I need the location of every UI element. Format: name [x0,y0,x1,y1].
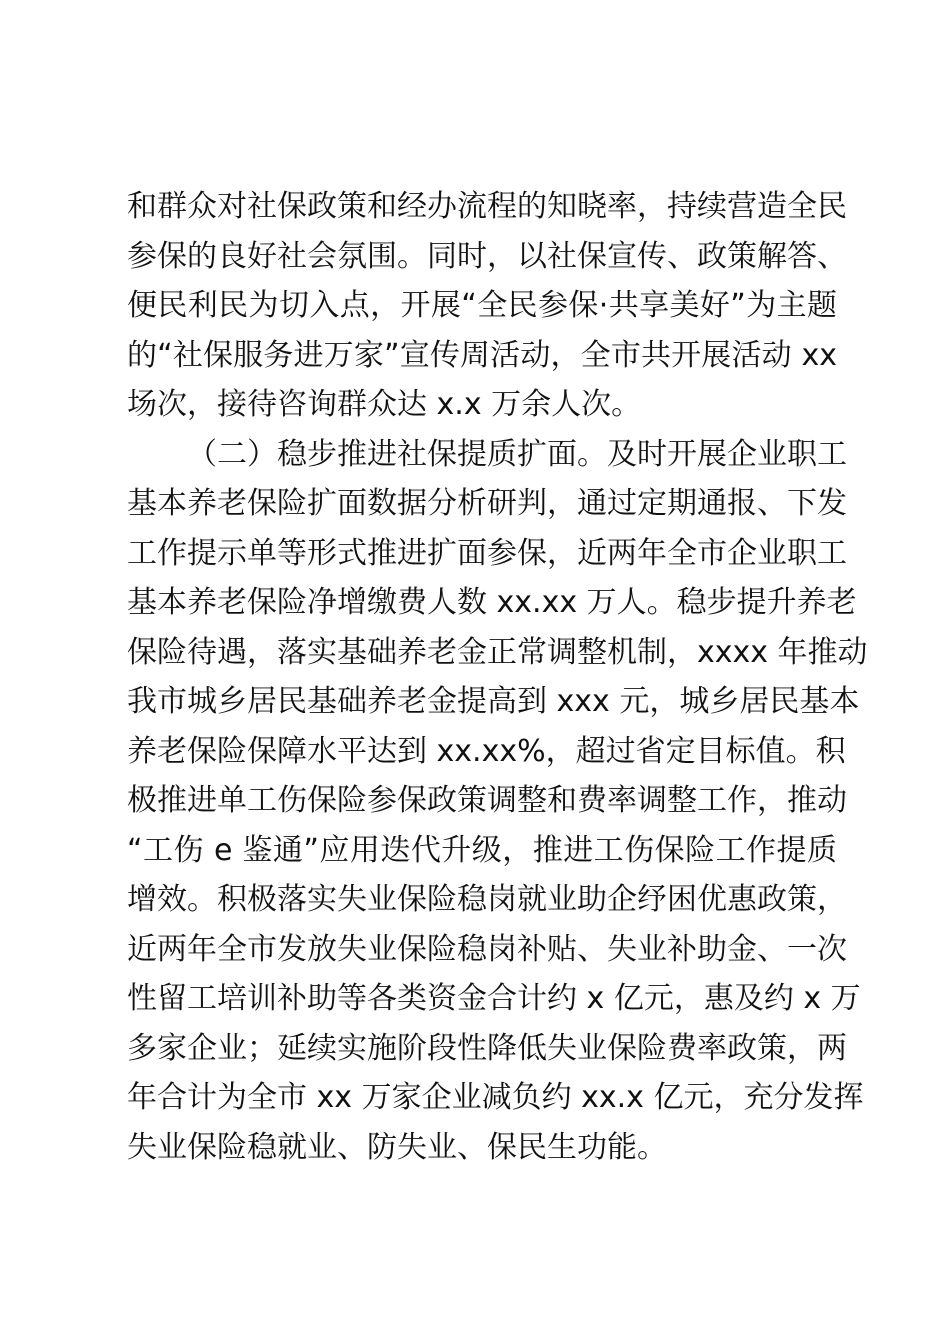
text-line: （二）稳步推进社保提质扩面。及时开展企业职工 [187,436,847,472]
text-line: “工伤 e 鉴通”应用迭代升级，推进工伤保险工作提质 [127,832,837,868]
text-line: 多家企业；延续实施阶段性降低失业保险费率政策，两 [127,1030,847,1066]
text-line: 的“社保服务进万家”宣传周活动，全市共开展活动 xx [127,337,837,373]
text-line: 和群众对社保政策和经办流程的知晓率，持续营造全民 [127,189,847,224]
text-line: 参保的良好社会氛围。同时，以社保宣传、政策解答、 [127,238,847,274]
text-line: 极推进单工伤保险参保政策调整和费率调整工作，推动 [127,783,847,818]
paragraph-2 [127,430,868,1173]
text-line: 场次，接待咨询群众达 x.x 万余人次。 [127,387,642,422]
text-line: 保险待遇，落实基础养老金正常调整机制，xxxx 年推动 [127,634,868,670]
text-line: 近两年全市发放失业保险稳岗补贴、失业补助金、一次 [127,931,847,967]
text-line: 养老保险保障水平达到 xx.xx%，超过省定目标值。积 [127,733,846,769]
text-line: 性留工培训补助等各类资金合计约 x 亿元，惠及约 x 万 [127,981,861,1016]
text-line: 便民利民为切入点，开展“全民参保·共享美好”为主题 [127,288,837,323]
text-line: 年合计为全市 xx 万家企业减负约 xx.x 亿元，充分发挥 [127,1080,864,1115]
body-text [127,182,868,1172]
text-line: 增效。积极落实失业保险稳岗就业助企纾困优惠政策， [127,882,847,917]
text-line: 基本养老保险扩面数据分析研判，通过定期通报、下发 [127,486,847,521]
text-line: 基本养老保险净增缴费人数 xx.xx 万人。稳步提升养老 [127,585,857,620]
text-line: 工作提示单等形式推进扩面参保，近两年全市企业职工 [127,535,847,571]
text-line: 失业保险稳就业、防失业、保民生功能。 [127,1129,667,1165]
paragraph-1 [127,182,847,430]
text-line: 我市城乡居民基础养老金提高到 xxx 元，城乡居民基本 [127,684,860,719]
